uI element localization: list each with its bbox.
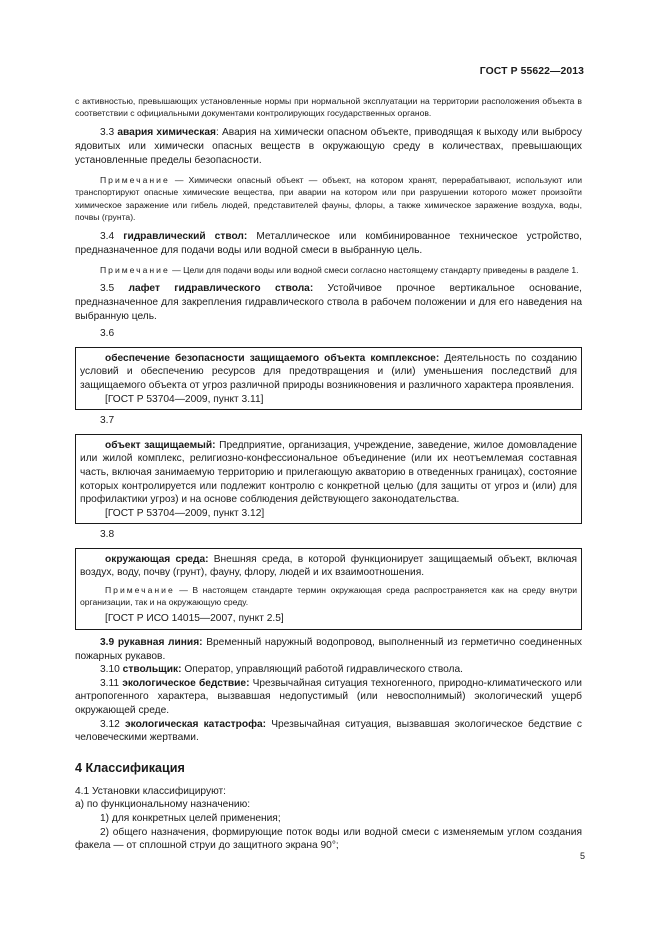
note-label: Примечание — [100, 265, 170, 276]
clause-3-4 — [75, 230, 582, 257]
page-body — [75, 95, 582, 853]
clause-3-6-number: 3.6 — [100, 328, 115, 340]
source-reference: [ГОСТ Р ИСО 14015—2007, пункт 2.5] — [105, 613, 284, 625]
clause-definition: Временный наружный водопровод, выполненный из герметично соединенных пожарных рукавов. — [75, 637, 582, 662]
clause-3-10 — [75, 663, 582, 677]
clause-3-6 — [80, 352, 577, 393]
clause-term: окружающая среда: — [105, 553, 209, 565]
section-heading-4: 4 Классификация — [75, 760, 185, 775]
clause-3-12 — [75, 718, 582, 745]
clause-3-7 — [80, 439, 577, 507]
note-3-3 — [75, 174, 582, 223]
clause-number: 3.9 — [100, 637, 115, 649]
note-3-4 — [75, 264, 582, 276]
clause-definition: Чрезвычайная ситуация техногенного, природно-климатического или антропогенного характера, вызвавшая недопустимый (или невосполнимый) экологический ущерб окружающей среде. — [75, 677, 582, 717]
note-text: — В настоящем стандарте термин окружающая среда распространяется как на среду внутри организации, так и на окружающую среду. — [80, 585, 577, 608]
clause-number: 3.4 — [100, 231, 115, 242]
clause-3-3 — [75, 126, 582, 167]
clause-term: авария химическая — [117, 127, 216, 139]
clause-number: 3.10 — [100, 664, 120, 676]
note-3-8 — [80, 584, 577, 608]
clause-3-8-number: 3.8 — [100, 529, 115, 541]
source-reference: [ГОСТ Р 53704—2009, пункт 3.11] — [105, 393, 264, 405]
clause-definition: Оператор, управляющий работой гидравлического ствола. — [181, 664, 463, 676]
list-subitem-1: 1) для конкретных целей применения; — [100, 813, 281, 825]
clause-term: лафет гидравлического ствола: — [128, 283, 314, 295]
clause-term: гидравлический ствол: — [123, 231, 248, 242]
clause-3-5 — [75, 282, 582, 323]
note-text: — Цели для подачи воды или водной смеси согласно настоящему стандарту приведены в разделе 1. — [169, 265, 579, 276]
clause-number: 3.5 — [100, 283, 115, 295]
clause-definition: Предприятие, организация, учреждение, заведение, жилое домовладение или жилой комплекс, религиозно-конфессиональное объединение (или их неотъемлемая составная часть, включая занимаемую территорию и прилегающую акваторию в отведенных границах), состояние которых контролируется или подлежит контролю с конкретной целью (для защиты от угроз и (или) для профилактики угроз) и на основе соблюдения действующего законодательства. — [80, 439, 578, 506]
clause-term: экологическое бедствие: — [122, 677, 250, 689]
clause-number: 3.11 — [100, 677, 120, 689]
note-label: Примечание — [100, 175, 170, 186]
quoted-definition-box-3-8 — [75, 548, 582, 630]
clause-3-9 — [75, 636, 582, 663]
note-label: Примечание — [105, 585, 175, 596]
clause-definition: Чрезвычайная ситуация, вызвавшая экологическое бедствие с человеческими жертвами. — [75, 718, 582, 744]
note-text: — Химически опасный объект — объект, на котором хранят, перерабатывают, используют или транспортируют опасные химические вещества, при аварии на котором или при разрушении которого может произойти химическое заражение или гибель людей, представителей фауны, флоры, а также химическое заражение воздуха, воды, почвы (грунта). — [75, 175, 582, 222]
clause-number: 3.3 — [100, 127, 115, 139]
quoted-definition-box-3-6 — [75, 347, 582, 410]
source-reference: [ГОСТ Р 53704—2009, пункт 3.12] — [105, 507, 265, 519]
document-header: ГОСТ Р 55622—2013 — [479, 66, 584, 77]
quoted-definition-box-3-7 — [75, 434, 582, 525]
clause-definition: : Авария на химически опасном объекте, приводящая к выходу или выбросу ядовитых или химически опасных веществ в окружающую среду в количествах, превышающих установленные пределы безопасности. — [75, 127, 582, 166]
clause-3-11 — [75, 677, 582, 718]
clause-term: обеспечение безопасности защищаемого объекта комплексное: — [105, 352, 440, 364]
paragraph-intro: с активностью, превышающих установленные нормы при нормальной эксплуатации на территории расположения объекта в соответствии с официальными документами контролирующих государственных органов. — [75, 96, 582, 119]
clause-definition: Устойчивое прочное вертикальное основание, предназначенное для закрепления гидравлического ствола в рабочем положении и для его наведения на выбранную цель. — [75, 283, 582, 322]
clause-3-8 — [80, 553, 577, 580]
clause-term: экологическая катастрофа: — [124, 718, 267, 730]
clause-term: объект защищаемый: — [105, 439, 216, 451]
clause-number: 3.12 — [100, 718, 120, 730]
clause-term: ствольщик: — [122, 664, 182, 676]
clause-4-1: 4.1 Установки классифицируют: — [75, 785, 226, 797]
clause-definition: Деятельность по созданию условий и обеспечению ресурсов для предотвращения и (или) уменьшения последствий для защищаемого объекта от угроз различной природы возникновения и различного характера проявления. — [80, 352, 577, 391]
clause-term: рукавная линия: — [117, 637, 203, 649]
page-number: 5 — [579, 851, 585, 861]
clause-3-7-number: 3.7 — [100, 415, 115, 427]
list-subitem-2: 2) общего назначения, формирующие поток воды или водной смеси с изменяемым углом создания факела — от сплошной струи до защитного экрана 90°; — [75, 826, 582, 852]
list-item-a: а) по функциональному назначению: — [75, 799, 251, 811]
clause-definition: Внешняя среда, в которой функционирует защищаемый объект, включая воздух, воду, почву (грунт), фауну, флору, людей и их взаимоотношения. — [80, 553, 577, 579]
clause-definition: Металлическое или комбинированное техническое устройство, предназначенное для подачи воды или водной смеси в выбранную цель. — [75, 231, 582, 256]
